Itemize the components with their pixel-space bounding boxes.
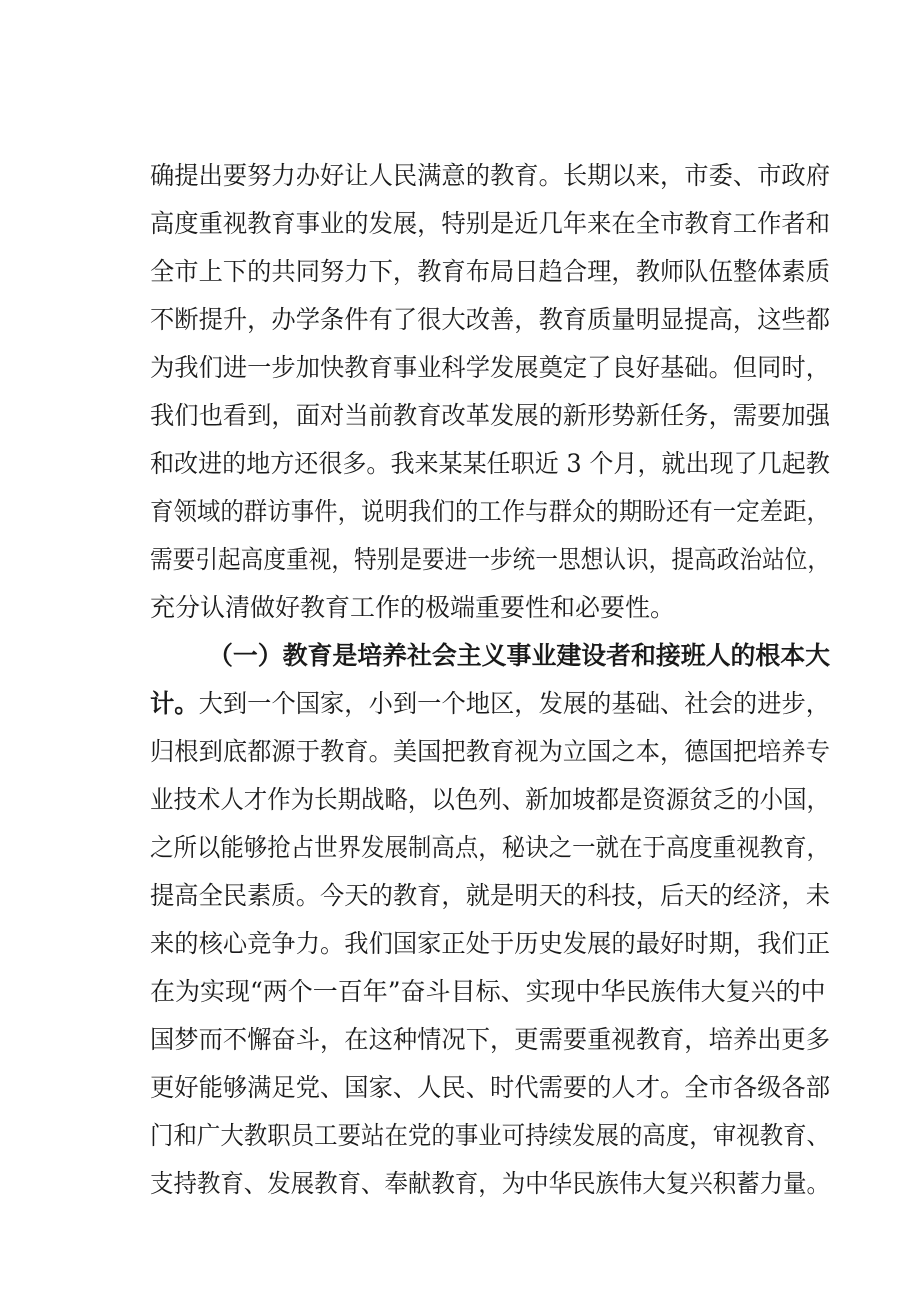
paragraph-line: 在为实现“两个一百年”奋斗目标、实现中华民族伟大复兴的中 xyxy=(150,977,826,1006)
paragraph-line: 育领域的群访事件，说明我们的工作与群众的期盼还有一定差距， xyxy=(150,497,831,526)
paragraph-line: 支持教育、发展教育、奉献教育，为中华民族伟大复兴积蓄力量。 xyxy=(150,1169,831,1198)
paragraph-line: 业技术人才作为长期战略，以色列、新加坡都是资源贫乏的小国， xyxy=(150,785,831,814)
paragraph-line: 需要引起高度重视，特别是要进一步统一思想认识，提高政治站位， xyxy=(150,545,831,574)
paragraph-line: 充分认清做好教育工作的极端重要性和必要性。 xyxy=(150,593,676,622)
paragraph-line: 之所以能够抢占世界发展制高点，秘诀之一就在于高度重视教育， xyxy=(150,833,831,862)
section-heading-end: 计。 xyxy=(150,689,199,718)
paragraph-line xyxy=(150,684,830,724)
paragraph-line: 和改进的地方还很多。我来某某任职近 3 个月，就出现了几起教 xyxy=(150,449,830,478)
paragraph-line: 全市上下的共同努力下，教育布局日趋合理，教师队伍整体素质 xyxy=(150,257,831,286)
section-heading: （一）教育是培养社会主义事业建设者和接班人的根本大 xyxy=(208,641,831,670)
paragraph-line: 不断提升，办学条件有了很大改善，教育质量明显提高，这些都 xyxy=(150,305,831,334)
paragraph-line: 我们也看到，面对当前教育改革发展的新形势新任务，需要加强 xyxy=(150,401,831,430)
paragraph-line: 高度重视教育事业的发展，特别是近几年来在全市教育工作者和 xyxy=(150,209,831,238)
paragraph-line: 归根到底都源于教育。美国把教育视为立国之本，德国把培养专 xyxy=(150,737,831,766)
paragraph-line: 更好能够满足党、国家、人民、时代需要的人才。全市各级各部 xyxy=(150,1073,831,1102)
paragraph-line: 来的核心竞争力。我们国家正处于历史发展的最好时期，我们正 xyxy=(150,929,831,958)
paragraph-line: 提高全民素质。今天的教育，就是明天的科技，后天的经济，未 xyxy=(150,881,831,910)
paragraph-line: 为我们进一步加快教育事业科学发展奠定了良好基础。但同时， xyxy=(150,353,831,382)
paragraph-line: 国梦而不懈奋斗，在这种情况下，更需要重视教育，培养出更多 xyxy=(150,1025,831,1054)
paragraph-line: 确提出要努力办好让人民满意的教育。长期以来，市委、市政府 xyxy=(150,161,831,190)
paragraph-line: 门和广大教职员工要站在党的事业可持续发展的高度，审视教育、 xyxy=(150,1121,831,1150)
paragraph-text: 大到一个国家，小到一个地区，发展的基础、社会的进步， xyxy=(198,689,831,718)
